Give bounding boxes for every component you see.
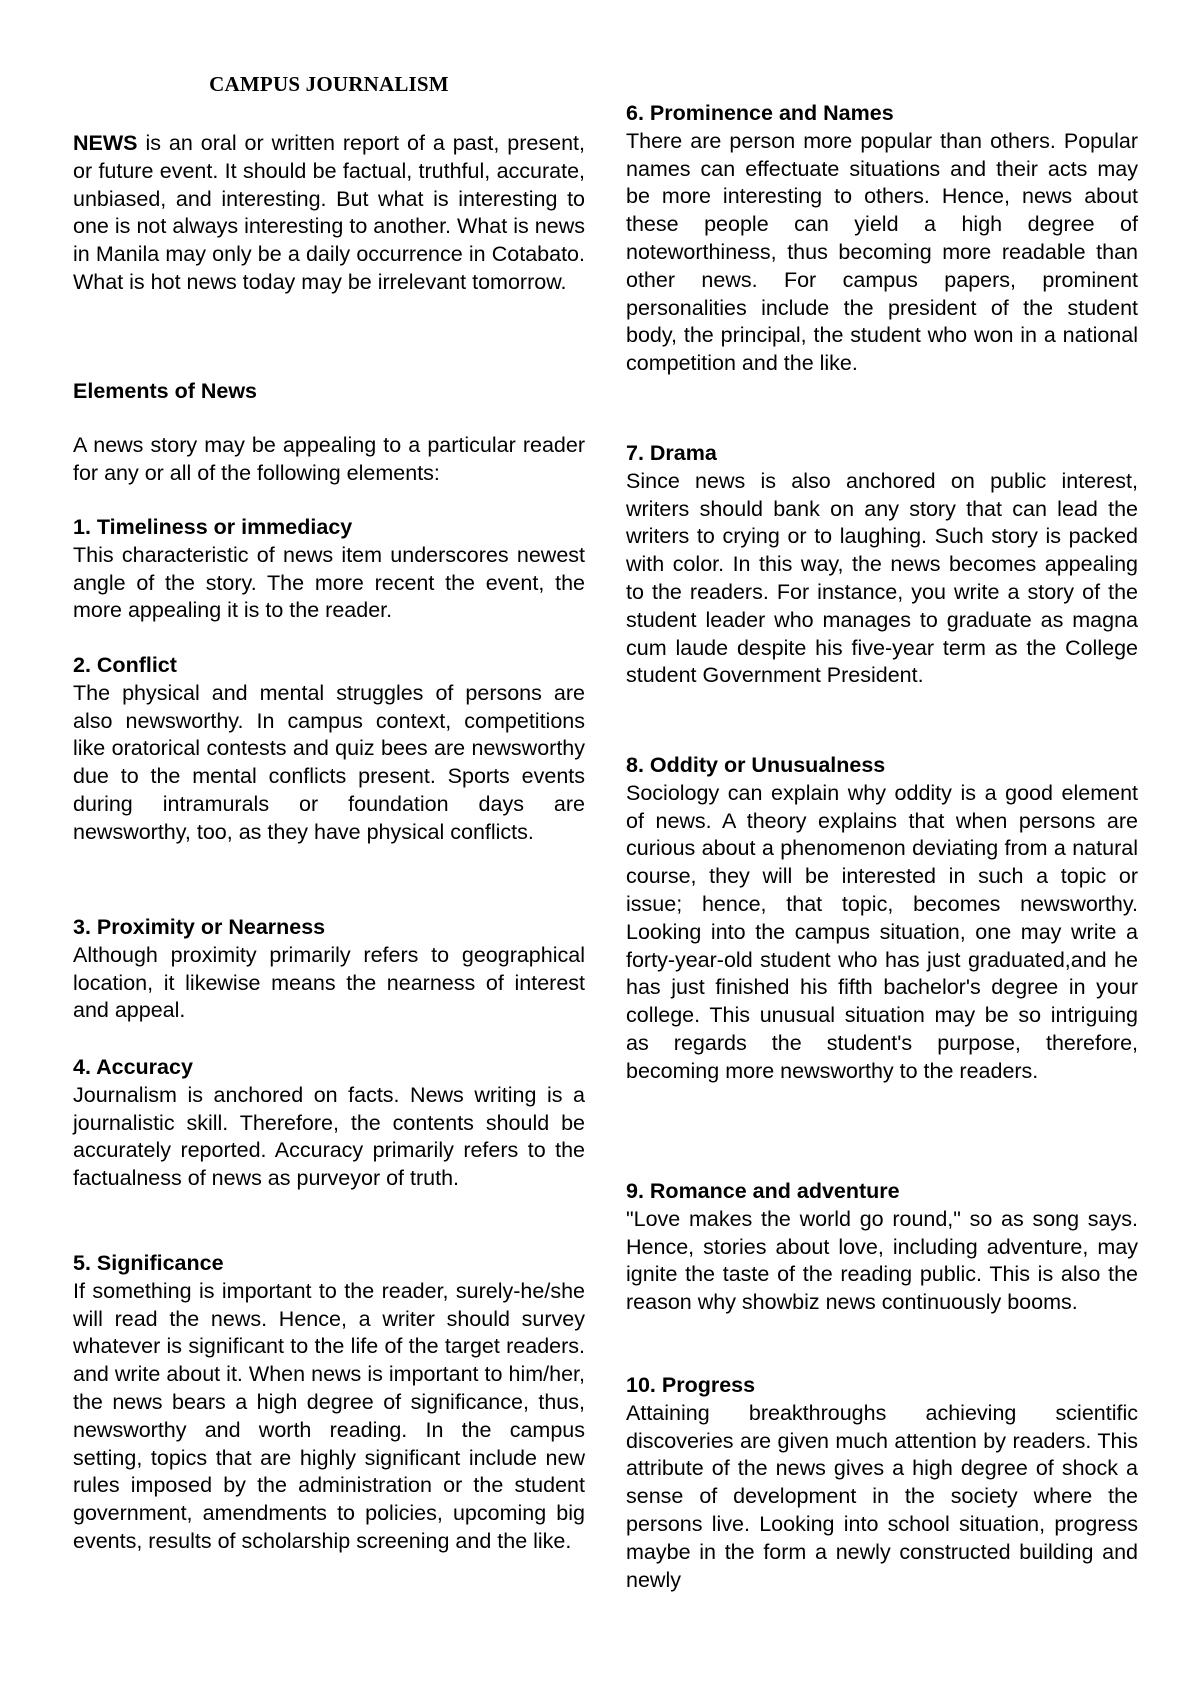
section-drama <box>626 440 1138 690</box>
elements-intro: A news story may be appealing to a particular reader for any or all of the following elements: <box>73 433 585 485</box>
section-body: If something is important to the reader, surely-he/she will read the news. Hence, a writer should survey whatever is significant to the life of the target readers. and write about it. When news is important to him/her, the news bears a high degree of significance, thus, newsworthy and worth reading. In the campus setting, topics that are highly significant include new rules imposed by the administration or the student government, amendments to policies, upcoming big events, results of scholarship screening and the like. <box>73 1278 585 1553</box>
section-accuracy <box>73 1054 585 1193</box>
section-timeliness <box>73 514 585 625</box>
section-oddity <box>626 752 1138 1086</box>
section-heading: 1. Timeliness or immediacy <box>73 515 353 539</box>
section-conflict <box>73 652 585 847</box>
section-romance <box>626 1178 1138 1317</box>
section-heading: 7. Drama <box>626 441 717 465</box>
section-prominence <box>626 100 1138 378</box>
document-title: CAMPUS JOURNALISM <box>209 72 449 96</box>
section-body: Sociology can explain why oddity is a good element of news. A theory explains that when persons are curious about a phenomenon deviating from a natural course, they will be interested in such a topic or issue; hence, that topic, becomes newsworthy. Looking into the campus situation, one may write a forty-year-old student who has just graduated,and he has just finished his fifth bachelor's degree in your college. This unusual situation may be so intriguing as regards the student's purpose, therefore, becoming more newsworthy to the readers. <box>626 780 1138 1083</box>
section-body: This characteristic of news item underscores newest angle of the story. The more recent the event, the more appealing it is to the reader. <box>73 542 585 623</box>
intro-text: is an oral or written report of a past, present, or future event. It should be factual, truthful, accurate, unbiased, and interesting. But what is interesting to one is not always interesting to another. What is news in Manila may only be a daily occurrence in Cotabato. What is hot news today may be irrelevant tomorrow. <box>73 131 585 294</box>
section-heading: 5. Significance <box>73 1251 224 1275</box>
section-heading: 6. Prominence and Names <box>626 101 894 125</box>
elements-intro-block <box>73 432 585 488</box>
section-heading: 3. Proximity or Nearness <box>73 915 326 939</box>
section-heading: 4. Accuracy <box>73 1055 193 1079</box>
section-heading: 8. Oddity or Unusualness <box>626 753 886 777</box>
section-body: Attaining breakthroughs achieving scientific discoveries are given much attention by readers. This attribute of the news gives a high degree of shock a sense of development in the society where the persons live. Looking into school situation, progress maybe in the form a newly constructed building and newly <box>626 1400 1138 1592</box>
section-body: Journalism is anchored on facts. News writing is a journalistic skill. Therefore, the contents should be accurately reported. Accuracy primarily refers to the factualness of news as purveyor of truth. <box>73 1082 585 1191</box>
section-progress <box>626 1372 1138 1594</box>
section-heading: 10. Progress <box>626 1373 756 1397</box>
section-heading: 9. Romance and adventure <box>626 1179 900 1203</box>
section-proximity <box>73 914 585 1025</box>
elements-heading-block <box>73 378 585 406</box>
section-heading: 2. Conflict <box>73 653 177 677</box>
section-body: The physical and mental struggles of persons are also newsworthy. In campus context, competitions like oratorical contests and quiz bees are newsworthy due to the mental conflicts present. Sports events during intramurals or foundation days are newsworthy, too, as they have physical conflicts. <box>73 680 585 844</box>
section-body: There are person more popular than others. Popular names can effectuate situations and their acts may be more interesting to others. Hence, news about these people can yield a high degree of noteworthiness, thus becoming more readable than other news. For campus papers, prominent personalities include the president of the student body, the principal, the student who won in a national competition and the like. <box>626 128 1138 376</box>
intro-lead: NEWS <box>73 131 138 155</box>
elements-heading: Elements of News <box>73 379 257 403</box>
section-body: "Love makes the world go round," so as song says. Hence, stories about love, including adventure, may ignite the taste of the reading public. This is also the reason why showbiz news continuously booms. <box>626 1206 1138 1315</box>
intro-paragraph <box>73 130 585 297</box>
section-significance <box>73 1250 585 1556</box>
section-body: Although proximity primarily refers to geographical location, it likewise means the nearness of interest and appeal. <box>73 942 585 1023</box>
section-body: Since news is also anchored on public interest, writers should bank on any story that can lead the writers to crying or to laughing. Such story is packed with color. In this way, the news becomes appealing to the readers. For instance, you write a story of the student leader who manages to graduate as magna cum laude despite his five-year term as the College student Government President. <box>626 468 1138 688</box>
